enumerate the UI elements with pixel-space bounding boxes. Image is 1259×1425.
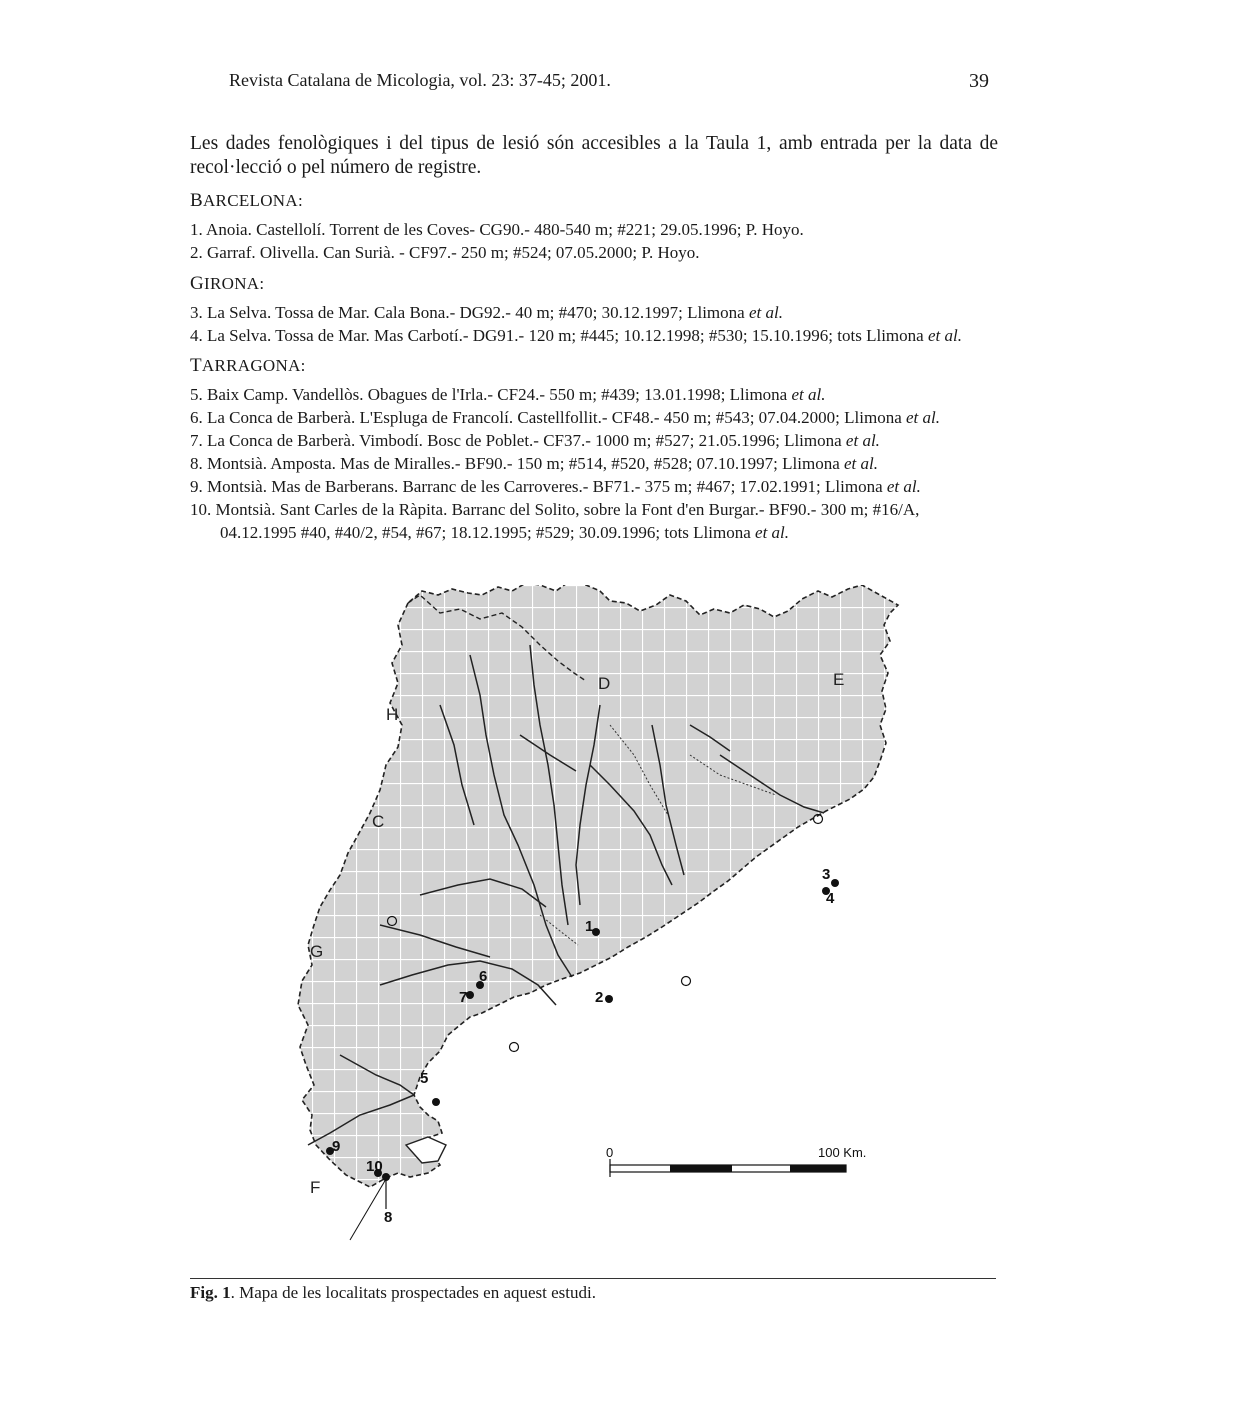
locality-entry-7: 7. La Conca de Barberà. Vimbodí. Bosc de Poblet.- CF37.- 1000 m; #527; 21.05.1996; Llimona et al. <box>190 431 880 450</box>
border-letter-g: G <box>310 942 324 961</box>
section-girona: GIRONA: <box>190 273 265 294</box>
border-letter-f: F <box>310 1178 321 1197</box>
figure-caption: Fig. 1. Mapa de les localitats prospectades en aquest estudi. <box>190 1283 596 1302</box>
section-tarragona: TARRAGONA: <box>190 355 306 376</box>
section-barcelona: BARCELONA: <box>190 190 303 211</box>
locality-entry-5: 5. Baix Camp. Vandellòs. Obagues de l'Irla.- CF24.- 550 m; #439; 13.01.1998; Llimona et al. <box>190 385 826 404</box>
site-label-9: 9 <box>332 1138 341 1155</box>
site-label-3: 3 <box>822 866 831 883</box>
locality-entry-8: 8. Montsià. Amposta. Mas de Miralles.- BF90.- 150 m; #514, #520, #528; 07.10.1997; Llimona et al. <box>190 454 879 473</box>
locality-entry-4: 4. La Selva. Tossa de Mar. Mas Carbotí.- DG91.- 120 m; #445; 10.12.1998; #530; 15.10.1996; tots Llimona et al. <box>190 326 962 345</box>
locality-entry-2: 2. Garraf. Olivella. Can Surià. - CF97.- 250 m; #524; 07.05.2000; P. Hoyo. <box>190 243 700 262</box>
caption-rule <box>190 1278 996 1279</box>
localities-map <box>290 585 910 1245</box>
site-label-8: 8 <box>384 1209 393 1226</box>
site-label-6: 6 <box>479 968 488 985</box>
locality-entry-6: 6. La Conca de Barberà. L'Espluga de Francolí. Castellfollit.- CF48.- 450 m; #543; 07.04.2000; Llimona et al. <box>190 408 940 427</box>
border-letter-h: H <box>386 705 399 724</box>
locality-entry-3: 3. La Selva. Tossa de Mar. Cala Bona.- DG92.- 40 m; #470; 30.12.1997; Llimona et al. <box>190 303 783 322</box>
site-label-7: 7 <box>459 989 468 1006</box>
site-label-2: 2 <box>595 989 604 1006</box>
scale-bar <box>606 1145 866 1177</box>
locality-entry-1: 1. Anoia. Castellolí. Torrent de les Coves- CG90.- 480-540 m; #221; 29.05.1996; P. Hoyo. <box>190 220 804 239</box>
intro-paragraph: Les dades fenològiques i del tipus de lesió són accesibles a la Taula 1, amb entrada per la data de recol·lecció o pel número de registre. <box>190 133 998 178</box>
site-dot-2 <box>605 995 613 1003</box>
border-letter-c: C <box>372 812 385 831</box>
running-header <box>229 70 989 98</box>
figure-label: Fig. 1 <box>190 1283 231 1302</box>
site-dot-5 <box>432 1098 440 1106</box>
locality-entry-9: 9. Montsià. Mas de Barberans. Barranc de les Carroveres.- BF71.- 375 m; #467; 17.02.1991; Llimona et al. <box>190 477 921 496</box>
site-label-5: 5 <box>420 1070 429 1087</box>
page-number: 39 <box>969 70 989 92</box>
site-label-10: 10 <box>366 1158 383 1175</box>
border-letter-e: E <box>833 670 845 689</box>
border-letter-d: D <box>598 674 611 693</box>
journal-citation: Revista Catalana de Micologia, vol. 23: 37-45; 2001. <box>229 70 611 90</box>
site-dot-3 <box>831 879 839 887</box>
site-label-4: 4 <box>826 890 835 907</box>
site-label-1: 1 <box>585 918 594 935</box>
scale-start-label: 0 <box>606 1145 614 1160</box>
locality-entry-10: 10. Montsià. Sant Carles de la Ràpita. Barranc del Solito, sobre la Font d'en Burgar.- BF90.- 300 m; #16/A, 04.12.1995 #40, #40/2, #54, #67; 18.12.1995; #529; 30.09.1996; tots Llimona et al. <box>190 500 920 542</box>
scale-end-label: 100 Km. <box>818 1145 867 1160</box>
